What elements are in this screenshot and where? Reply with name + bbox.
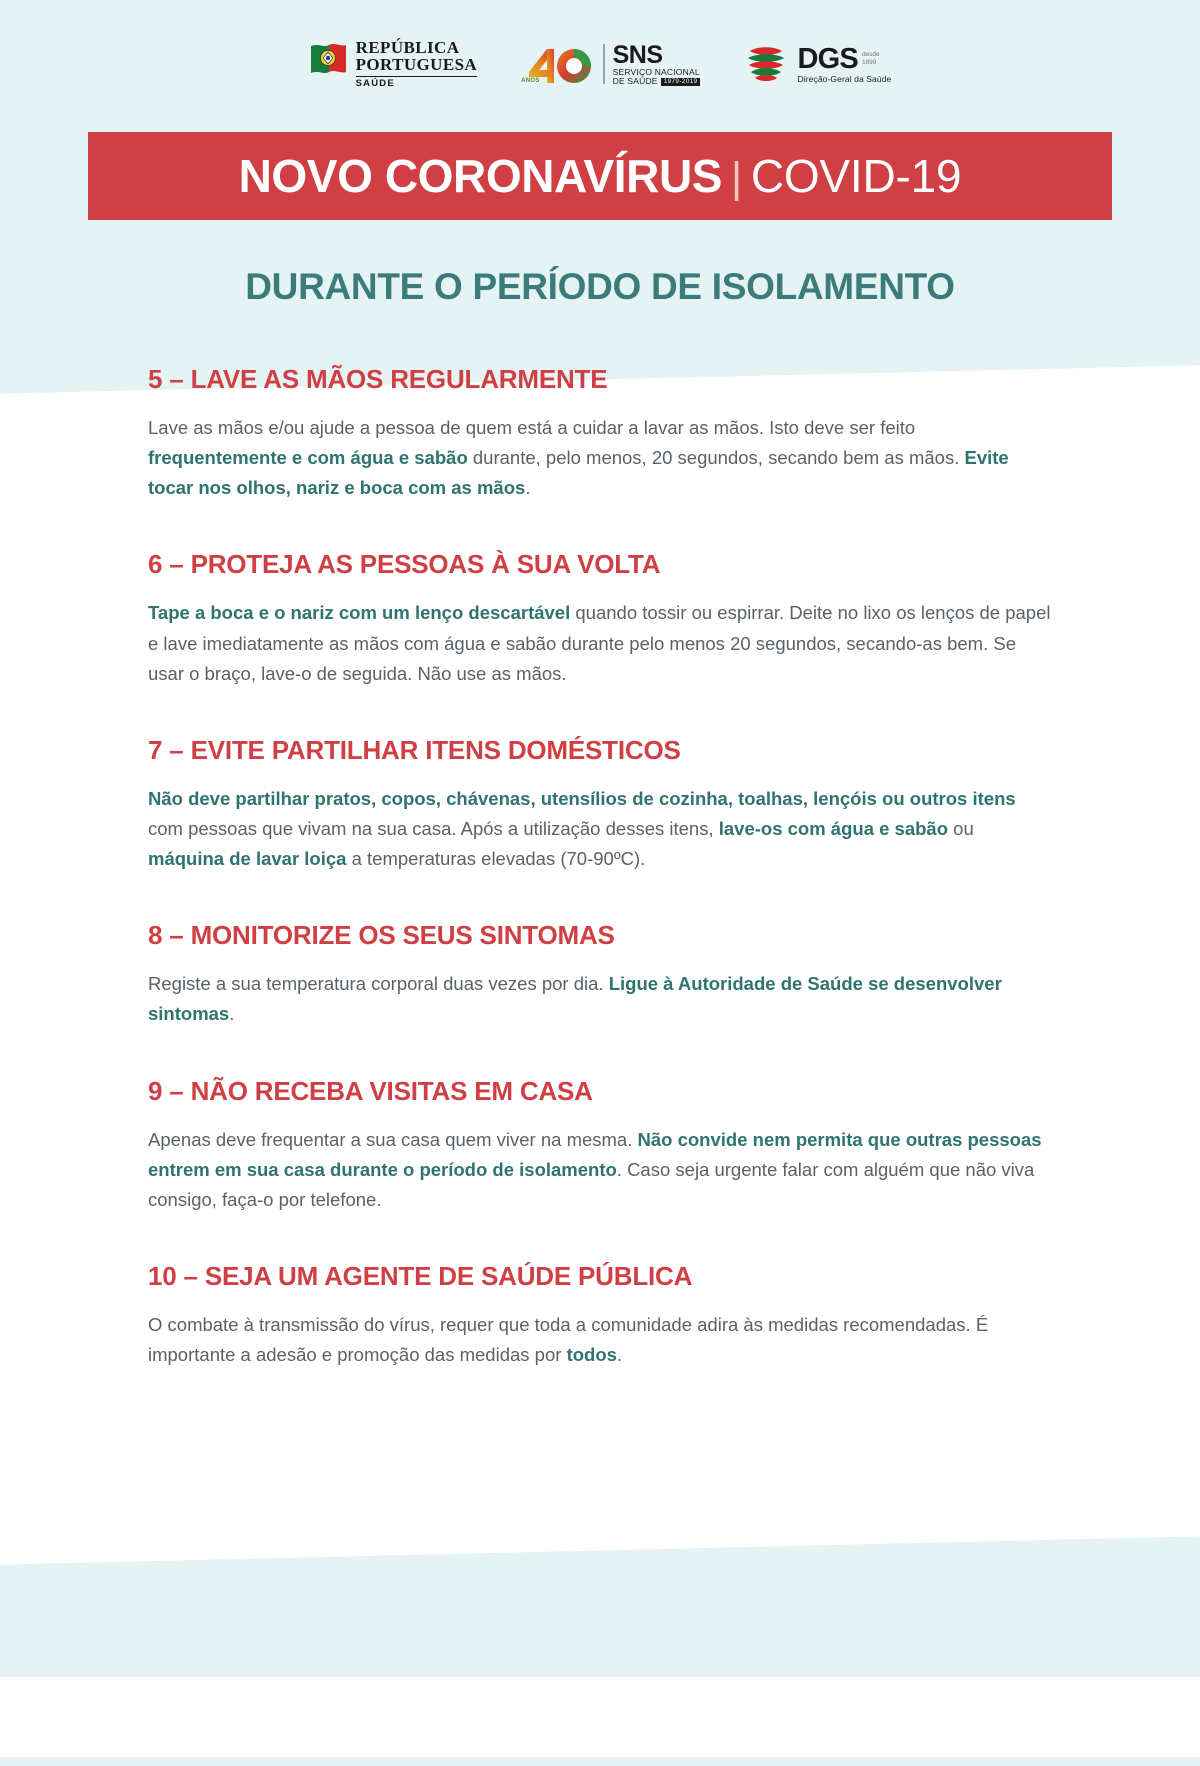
section-8 — [148, 920, 1052, 1029]
emphasis-text: máquina de lavar loiça — [148, 848, 347, 870]
republica-line1: REPÚBLICA — [355, 38, 460, 58]
logo-republica-portuguesa — [309, 39, 477, 89]
body-text: O combate à transmissão do vírus, requer que toda a comunidade adira às medidas recomendadas. É importante a adesão e promoção das medidas por — [148, 1313, 989, 1366]
sns-40-anos-mark — [521, 41, 595, 87]
section-5 — [148, 364, 1052, 503]
republica-line2: PORTUGUESA — [355, 55, 478, 75]
section-body — [148, 598, 1052, 688]
body-text: . — [525, 477, 531, 499]
banner-title-bold: NOVO CORONAVÍRUS — [238, 150, 723, 202]
logo-strip — [0, 0, 1200, 96]
section-9 — [148, 1076, 1052, 1215]
body-text: Apenas deve frequentar a sua casa quem viver na mesma. — [148, 1128, 638, 1150]
section-heading: 8 – MONITORIZE OS SEUS SINTOMAS — [148, 920, 615, 951]
emphasis-text: Tape a boca e o nariz com um lenço descartável — [148, 602, 571, 624]
dgs-since-line1: desde — [861, 51, 880, 59]
emphasis-text: Evite tocar nos olhos, nariz e boca com as mãos — [148, 447, 1009, 499]
dgs-since-label — [862, 44, 880, 67]
logo-dgs — [744, 44, 891, 84]
sns-years-badge: 1979-2019 — [661, 78, 701, 87]
emphasis-text: frequentemente e com água e sabão — [148, 447, 468, 469]
section-heading: 5 – LAVE AS MÃOS REGULARMENTE — [148, 364, 608, 394]
emphasis-text: Ligue à Autoridade de Saúde se desenvolver sintomas — [148, 973, 1002, 1025]
dgs-title-row — [797, 44, 891, 74]
section-body — [148, 969, 1052, 1029]
section-heading: 7 – EVITE PARTILHAR ITENS DOMÉSTICOS — [148, 734, 681, 765]
dgs-since-line2: 1899 — [861, 59, 877, 67]
sns-subtitle-line1: SERVIÇO NACIONAL — [612, 66, 700, 77]
body-text: quando tossir ou espirrar. Deite no lixo os lenços de papel e lave imediatamente as mãos com água e sabão durante pelo menos 20 segundos, secando-as bem. Se usar o braço, lave-o de seguida. Não use as mãos. — [148, 602, 1051, 684]
emphasis-text: todos — [566, 1344, 617, 1366]
portugal-shield-icon — [309, 42, 347, 86]
sns-subtitle-line2-text: DE SAÚDE — [612, 75, 658, 86]
sections-container — [0, 308, 1200, 1370]
section-heading: 6 – PROTEJA AS PESSOAS À SUA VOLTA — [148, 549, 661, 580]
emphasis-text: Não convide nem permita que outras pessoas entrem em sua casa durante o período de isolamento — [148, 1128, 1042, 1180]
emphasis-text: lave-os com água e sabão — [718, 817, 949, 839]
page-subtitle: DURANTE O PERÍODO DE ISOLAMENTO — [245, 266, 955, 307]
sns-title: SNS — [612, 40, 663, 69]
body-text: . Caso seja urgente falar com alguém que não viva consigo, faça-o por telefone. — [148, 1158, 1035, 1210]
republica-subtitle: SAÚDE — [355, 78, 395, 90]
dgs-emblem-icon — [744, 44, 788, 84]
body-text: . — [616, 1344, 623, 1366]
body-text: Registe a sua temperatura corporal duas vezes por dia. — [148, 973, 609, 995]
section-10 — [148, 1261, 1052, 1370]
section-6 — [148, 549, 1052, 688]
logo-sns — [521, 41, 700, 87]
body-text: durante, pelo menos, 20 segundos, secando bem as mãos. — [467, 447, 965, 469]
body-text: Lave as mãos e/ou ajude a pessoa de quem está a cuidar a lavar as mãos. Isto deve ser feito — [148, 417, 916, 438]
section-body — [148, 1125, 1052, 1215]
section-body — [148, 413, 1052, 503]
section-7 — [148, 735, 1052, 874]
emphasis-text: Não deve partilhar pratos, copos, chávenas, utensílios de cozinha, toalhas, lençóis ou outros itens — [148, 787, 1016, 809]
sns-subtitle-line2 — [613, 77, 701, 87]
dgs-title: DGS — [797, 43, 858, 76]
body-text: . — [229, 1003, 235, 1025]
body-text: ou — [948, 817, 974, 839]
body-text: a temperaturas elevadas (70-90ºC). — [346, 848, 646, 870]
sns-anos-label: ANOS — [521, 78, 540, 84]
banner-separator: | — [731, 154, 742, 202]
banner-title-light: COVID-19 — [750, 150, 962, 202]
bottom-white-band — [0, 1677, 1200, 1757]
covid-banner — [88, 132, 1112, 220]
sns-divider — [603, 44, 605, 84]
sns-text-block — [613, 42, 701, 87]
dgs-subtitle: Direção-Geral da Saúde — [797, 73, 892, 84]
section-heading: 10 – SEJA UM AGENTE DE SAÚDE PÚBLICA — [148, 1260, 693, 1291]
republica-text-block — [356, 39, 477, 89]
dgs-text-block — [797, 44, 891, 83]
banner-title — [239, 149, 962, 203]
body-text: com pessoas que vivam na sua casa. Após a utilização desses itens, — [148, 817, 719, 839]
section-heading: 9 – NÃO RECEBA VISITAS EM CASA — [148, 1075, 593, 1106]
section-body — [148, 1310, 1052, 1370]
section-body — [148, 784, 1052, 874]
